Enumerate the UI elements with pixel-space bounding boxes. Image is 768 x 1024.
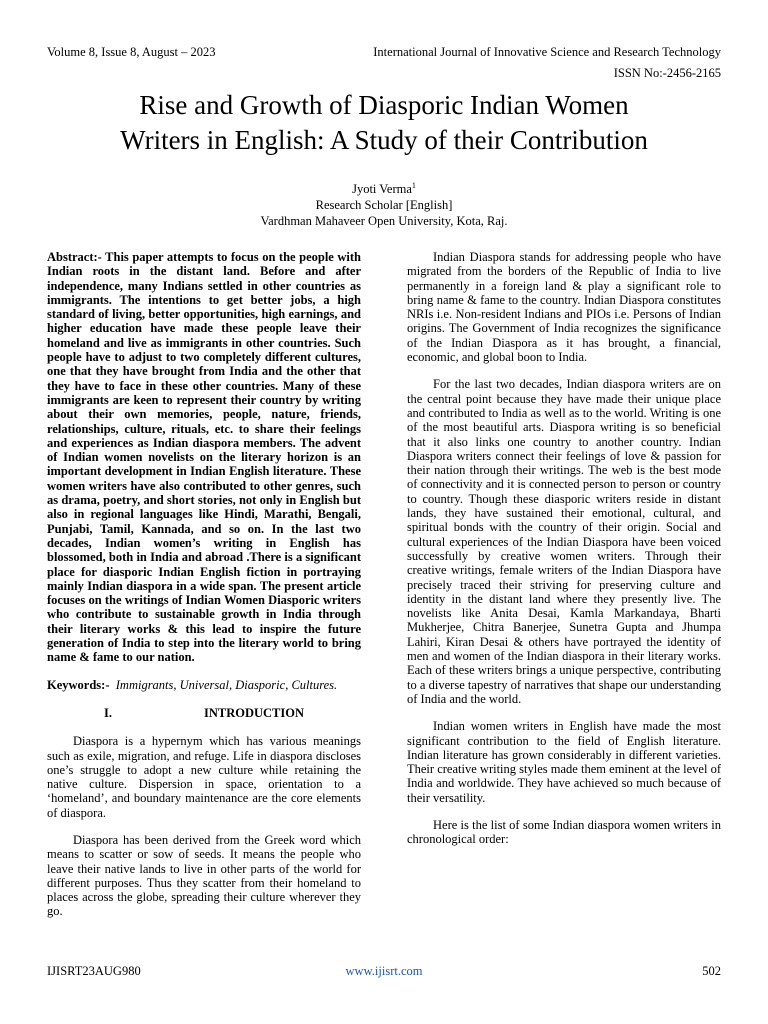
author-block xyxy=(0,178,768,229)
author-role: Research Scholar [English] xyxy=(315,198,453,213)
keywords-text: Immigrants, Universal, Diasporic, Cultures. xyxy=(115,677,338,692)
footer-article-id: IJISRT23AUG980 xyxy=(47,964,141,978)
section-number: I. xyxy=(103,705,112,720)
author-marker: 1 xyxy=(411,181,416,190)
intro-paragraph-1: Diaspora is a hypernym which has various meanings such as exile, migration, and refuge. Life in diaspora discloses one’s struggle to adopt a new culture while retaining the native culture. Dispersion in space, orientation to a ‘homeland’, and boundary maintenance are the core elements of diaspora. xyxy=(47,734,361,820)
footer-page-number: 502 xyxy=(702,964,721,978)
section-title: INTRODUCTION xyxy=(203,705,304,720)
header-volume: Volume 8, Issue 8, August – 2023 xyxy=(47,45,216,59)
paper-title xyxy=(0,88,768,158)
author-affiliation: Vardhman Mahaveer Open University, Kota, Raj. xyxy=(260,214,508,229)
header-issn: ISSN No:-2456-2165 xyxy=(613,66,721,80)
right-column xyxy=(407,250,721,847)
abstract: Abstract:- This paper attempts to focus on the people with Indian roots in the distant land. Before and after independence, many Indians settled in other countries as immigrants. The intentions to get better jobs, a high standard of living, better opportunities, high earnings, and higher education have made these people leave their homeland and live as immigrants in other countries. Such people have to adjust to two completely different cultures, one that they have brought from India and the other that they have to face in these other countries. Many of these immigrants are keen to represent their country by writing about their own memories, people, nature, friends, relationships, culture, rituals, etc. to share their feelings and experiences as Indian diaspora members. The advent of Indian women novelists on the literary horizon is an important development in Indian English literature. These women writers have also contributed to other genres, such as drama, poetry, and short stories, not only in English but also in regional languages like Hindi, Marathi, Bengali, Punjabi, Tamil, Kannada, and so on. In the last two decades, Indian women’s writing in English has blossomed, both in India and abroad .There is a significant place for diasporic Indian English fiction in portraying mainly Indian diaspora in a wide span. The present article focuses on the writings of Indian Women Diasporic writers who contribute to sustainable growth in India through their literary works & this lead to inspire the future generation of India to step into the literary world to bring name & fame to our nation. xyxy=(47,250,361,665)
left-column xyxy=(47,250,361,919)
author-line xyxy=(0,178,768,197)
right-paragraph-4: Here is the list of some Indian diaspora women writers in chronological order: xyxy=(407,817,721,847)
keywords xyxy=(47,678,361,692)
paper-title-line-2: Writers in English: A Study of their Contribution xyxy=(120,125,648,155)
right-paragraph-1: Indian Diaspora stands for addressing people who have migrated from the borders of the Republic of India to live permanently in a foreign land & play a significant role to bring name & fame to the country. Indian Diaspora constitutes NRIs i.e. Non-resident Indians and PIOs i.e. Persons of Indian origins. The Government of India recognizes the significance of the Indian Diaspora as it has brought, a financial, economic, and global boon to India. xyxy=(407,250,721,365)
section-heading xyxy=(47,706,361,720)
keywords-label: Keywords:- xyxy=(47,677,110,692)
right-paragraph-2: For the last two decades, Indian diaspora writers are on the central point because they have made their unique place and contributed to India as well as to the world. Writing is one of the most beautiful arts. Diaspora writing is so beneficial that it also links one country to another country. Indian Diaspora writers connect their feelings of love & passion for their nation through their writings. The web is the best mode of connectivity and it is connected person to person or country to country. Though these diasporic writers reside in distant lands, they have sustained their emotional, cultural, and spiritual bonds with the country of their origin. Social and cultural experiences of the Indian Diaspora have been voiced successfully by creative women writers. Through their creative writings, female writers of the Indian Diaspora have precisely traced their striving for preserving culture and identity in the distant land where they presently live. The novelists like Anita Desai, Kamla Markandaya, Bharti Mukherjee, Chitra Banerjee, Sunetra Gupta and Jhumpa Lahiri, Kiran Desai & others have portrayed the identity of men and women of the Indian diaspora in their literary works. Each of these writers brings a unique perspective, contributing to a diverse tapestry of narratives that shape our understanding of India and the world. xyxy=(407,377,721,706)
author-name: Jyoti Verma xyxy=(352,182,412,197)
intro-paragraph-2: Diaspora has been derived from the Greek word which means to scatter or sow of seeds. It means the people who leave their native lands to live in other parts of the world for different purposes. Thus they scatter from their homeland to places across the globe, spreading their culture wherever they go. xyxy=(47,832,361,919)
header-journal: International Journal of Innovative Science and Research Technology xyxy=(373,45,721,59)
paper-title-line-1: Rise and Growth of Diasporic Indian Women xyxy=(139,90,629,120)
right-paragraph-3: Indian women writers in English have made the most significant contribution to the field of English literature. Indian literature has grown considerably in different varieties. Their creative writing styles made them eminent at the level of India and worldwide. They have achieved so much because of their versatility. xyxy=(407,719,721,805)
footer-website-link[interactable]: www.ijisrt.com xyxy=(345,964,423,978)
